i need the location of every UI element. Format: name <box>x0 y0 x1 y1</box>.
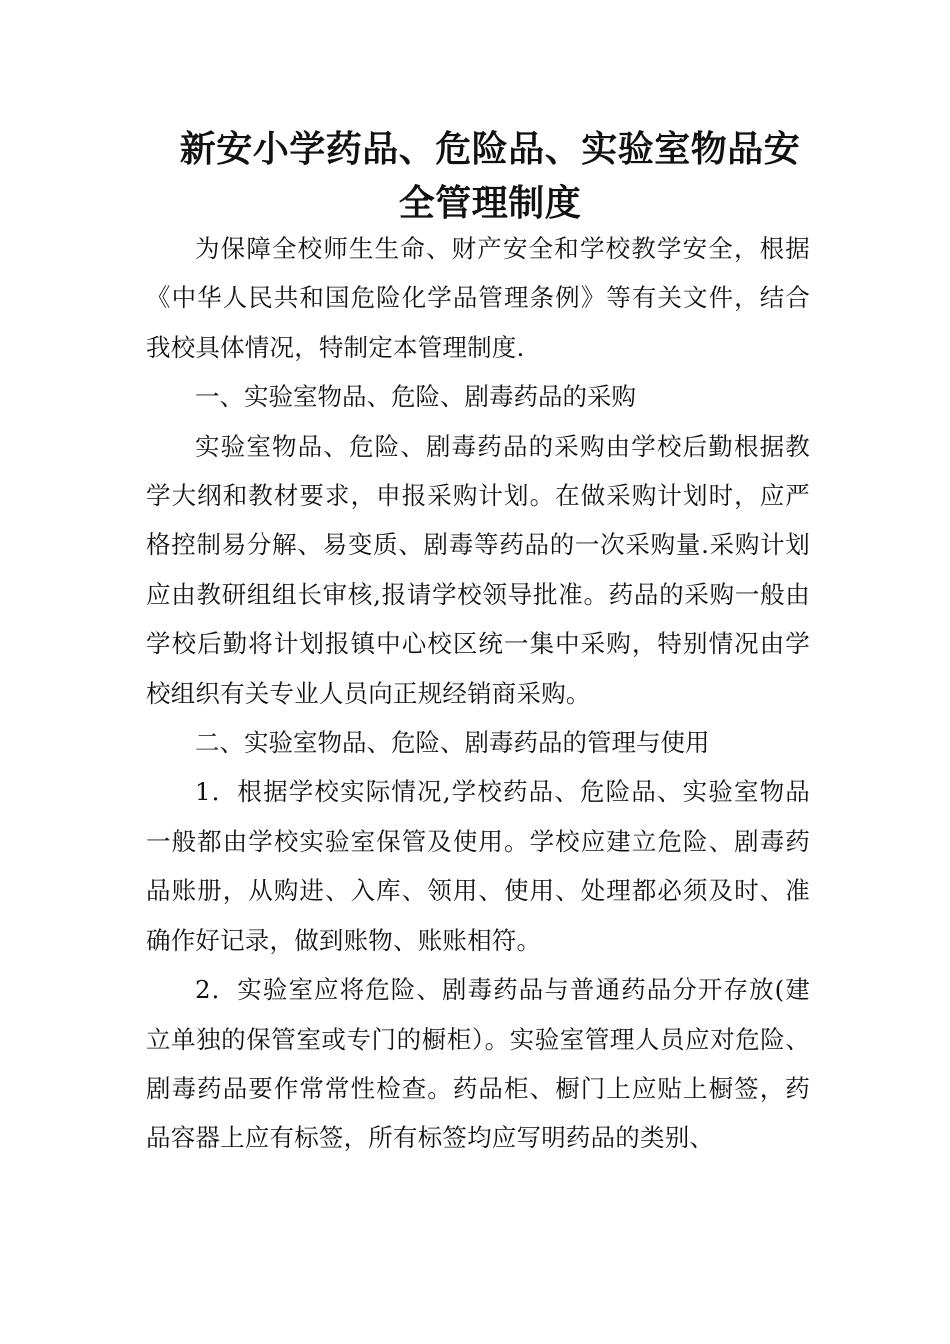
section-heading-management: 二、实验室物品、危险、剧毒药品的管理与使用 <box>195 728 710 758</box>
intro-paragraph: 为保障全校师生生命、财产安全和学校教学安全，根据《中华人民共和国危险化学品管理条例》等有关文件，结合我校具体情况，特制定本管理制度. <box>146 234 810 362</box>
document-title <box>140 122 840 230</box>
management-item-2: 2．实验室应将危险、剧毒药品与普通药品分开存放(建立单独的保管室或专门的橱柜）。实验室管理人员应对危险、剧毒药品要作常常性检查。药品柜、橱门上应贴上橱签，药品容器上应有标签，所有标签均应写明药品的类别、 <box>146 975 810 1153</box>
procurement-paragraph: 实验室物品、危险、剧毒药品的采购由学校后勤根据教学大纲和教材要求，申报采购计划。在做采购计划时，应严格控制易分解、易变质、剧毒等药品的一次采购量.采购计划应由教研组组长审核,报请学校领导批准。药品的采购一般由学校后勤将计划报镇中心校区统一集中采购，特别情况由学校组织有关专业人员向正规经销商采购。 <box>146 431 810 708</box>
title-line-2: 全管理制度 <box>398 182 582 224</box>
section-heading-procurement: 一、实验室物品、危险、剧毒药品的采购 <box>195 382 636 412</box>
management-item-1: 1．根据学校实际情况,学校药品、危险品、实验室物品一般都由学校实验室保管及使用。学校应建立危险、剧毒药品账册，从购进、入库、领用、使用、处理都必须及时、准确作好记录，做到账物、账账相符。 <box>146 777 810 955</box>
document-body <box>146 224 810 1163</box>
title-line-1: 新安小学药品、危险品、实验室物品安 <box>179 128 801 170</box>
